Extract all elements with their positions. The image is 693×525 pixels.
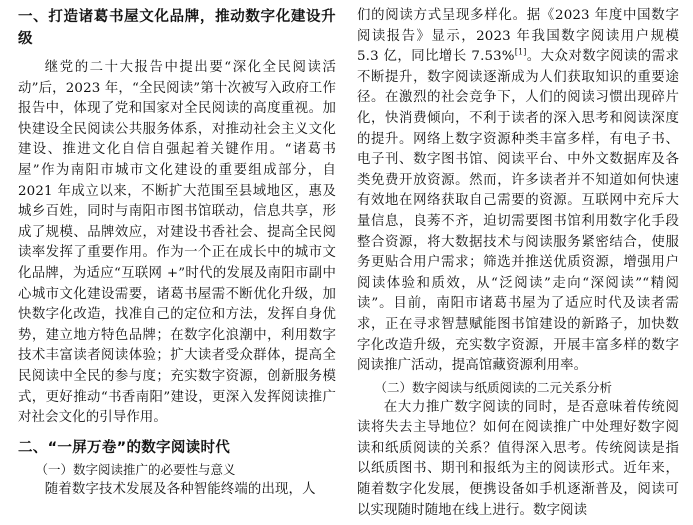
section-heading-2: 二、“一屏万卷”的数字阅读时代 — [18, 439, 231, 456]
body-paragraph — [357, 6, 679, 377]
body-paragraph: 随着数字技术发展及各种智能终端的出现，人 — [44, 481, 316, 497]
right-column — [357, 6, 679, 521]
paragraph-text: 们的阅读方式呈现多样化。据《2023 年度中国数字阅读报告》显示，2023 年我国数字阅读用户规模 5.3 亿，同比增长 7.53% — [357, 8, 679, 65]
section-heading-1: 一、打造诸葛书屋文化品牌，推动数字化建设升级 — [18, 9, 336, 47]
citation-marker: [1] — [514, 47, 527, 57]
paragraph-text: 。大众对数字阅读的需求不断提升，数字阅读逐渐成为人们获取知识的重要途径。在激烈的社会竞争下，人们的阅读习惯出现碎片化，快消费倾向，不利于读者的深入思考和阅读深度的提升。网络上数字资源种类丰富多样，有电子书、电子刊、数字图书馆、阅读平台、中外文数据库及各类免费开放资源。然而，许多读者并不知道如何快速有效地在网络获取自己需要的资源。互联网中充斥大量信息，良莠不齐，迫切需要图书馆利用数字化手段整合资源，将大数据技术与阅读服务紧密结合，使服务更贴合用户需求；筛选并推送优质资源，增强用户阅读体验和质效，从“泛阅读”走向“深阅读”“精阅读”。目前，南阳市诸葛书屋为了适应时代及读者需求，正在寻求智慧赋能图书馆建设的新路子，加快数字化改造升级，充实数字资源，开展丰富多样的数字阅读推广活动，提高馆藏资源利用率。 — [357, 49, 679, 374]
subsection-heading-1: （一）数字阅读推广的必要性与意义 — [35, 461, 236, 477]
body-paragraph: 在大力推广数字阅读的同时，是否意味着传统阅读将失去主导地位？如何在阅读推广中处理好数字阅读和纸质阅读的关系？值得深入思考。传统阅读是指以纸质图书、期刊和报纸为主的阅读形式。近年来，随着数字化发展，便携设备如手机逐渐普及，阅读可以实现随时随地在线上进行。数字阅读 — [357, 399, 679, 518]
body-paragraph: 继党的二十大报告中提出要“深化全民阅读活动”后，2023 年，“全民阅读”第十次被写入政府工作报告中，体现了党和国家对全民阅读的高度重视。加快建设全民阅读公共服务体系，对推动社会主义文化建设、推进文化自信自强起着关键作用。“诸葛书屋”作为南阳市城市文化建设的重要组成部分，自 2021 年成立以来，不断扩大范围至县域地区，惠及城乡百姓，同时与南阳市图书馆联动，信息共享，形成了规模、品牌效应，对建设书香社会、提高全民阅读率发挥了重要作用。作为一个正在成长中的城市文化品牌，为适应“互联网 +”时代的发展及南阳市副中心城市文化建设需要，诸葛书屋需不断优化升级，加快数字化改造，找准自己的定位和方法，发挥自身优势，建立地方特色品牌；在数字化浪潮中，利用数字技术丰富读者阅读体验；扩大读者受众群体，提高全民阅读中全民的参与度；充实数字资源，创新服务模式，更好推动“书香南阳”建设，更深入发挥阅读推广对社会文化的引导作用。 — [18, 60, 336, 426]
left-column — [18, 6, 336, 500]
subsection-heading-2: （二）数字阅读与纸质阅读的二元关系分析 — [374, 379, 613, 395]
